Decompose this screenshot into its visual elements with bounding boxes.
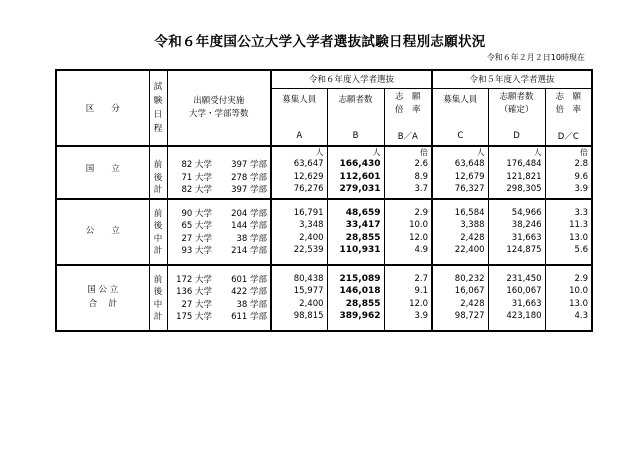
university-count: 136 大学 [176,287,212,298]
r6-capacity: 2,400 [271,298,327,311]
r5-ratio: 3.3 [545,207,592,220]
r6-ratio: 12.0 [409,298,429,309]
r5-capacity: 63,648 [432,158,488,171]
schedule-cell [149,257,167,265]
r5-capacity: 12,679 [432,171,488,184]
r5-applicants: 231,450 [488,273,545,286]
header-r5-boshu: 募集人員 [432,88,488,126]
header-letter-a: A [271,126,327,146]
header-group-r5: 令和５年度入学者選抜 [432,70,592,88]
r6-capacity: 16,791 [271,207,327,220]
r5-applicants: 124,875 [488,244,545,257]
r5-ratio: 2.8 [545,158,592,171]
r5-capacity: 76,327 [432,183,488,196]
faculty-count [215,257,271,265]
header-group-r6: 令和６年度入学者選抜 [271,70,432,88]
unit-label [327,257,384,265]
faculty-count: 611 学部 [215,310,271,323]
faculty-count: 601 学部 [215,273,271,286]
r6-ratio: 9.1 [414,286,429,297]
r6-capacity: 76,276 [271,183,327,196]
r5-applicants: 54,966 [488,207,545,220]
faculty-count: 214 学部 [215,244,271,257]
r5-ratio: 13.0 [545,298,592,311]
r5-applicants: 38,246 [488,219,545,232]
university-count: 82 大学 [181,185,212,196]
r5-applicants: 160,067 [488,285,545,298]
university-count: 65 大学 [181,221,212,232]
r6-applicants: 48,659 [327,207,384,220]
university-count: 27 大学 [181,233,212,244]
section-label: 国 立 [56,146,149,199]
schedule-cell: 後 [149,171,167,184]
r6-ratio: 8.9 [414,171,429,182]
unit-label [271,199,327,207]
faculty-count [215,199,271,207]
table-spacer-row [56,265,592,273]
university-count [167,199,215,207]
schedule-cell: 前 [149,273,167,286]
r5-capacity: 22,400 [432,244,488,257]
r6-ratio: 2.6 [414,159,429,170]
unit-label: 人 [327,146,384,158]
faculty-count: 144 学部 [215,219,271,232]
r5-ratio: 5.6 [545,244,592,257]
r5-capacity: 3,388 [432,219,488,232]
unit-label [327,199,384,207]
r5-ratio: 3.9 [545,183,592,196]
r5-applicants: 31,663 [488,232,545,245]
unit-label [271,257,327,265]
unit-label [545,323,592,331]
r6-capacity: 80,438 [271,273,327,286]
university-count [167,265,215,273]
faculty-count: 397 学部 [215,158,271,171]
unit-label [384,257,432,265]
university-count [167,146,215,158]
r5-ratio: 4.3 [545,310,592,323]
page-title: 令和６年度国公立大学入学者選抜試験日程別志願状況 [154,34,486,50]
schedule-cell [149,199,167,207]
r6-applicants: 28,855 [327,232,384,245]
unit-label: 倍 [545,146,592,158]
r5-ratio: 13.0 [545,232,592,245]
table-spacer-row [56,199,592,207]
header-ratio-ba: B／A [384,126,432,146]
schedule-cell: 前 [149,158,167,171]
university-count: 82 大学 [181,160,212,171]
faculty-count: 422 学部 [215,285,271,298]
r6-applicants: 389,962 [327,310,384,323]
faculty-count: 204 学部 [215,207,271,220]
r6-applicants: 146,018 [327,285,384,298]
schedule-cell [149,265,167,273]
r6-applicants: 110,931 [327,244,384,257]
header-r6-boshu: 募集人員 [271,88,327,126]
r5-capacity: 80,232 [432,273,488,286]
university-count [167,323,215,331]
section-label: 国 公 立 合 計 [56,265,149,331]
r6-applicants: 215,089 [327,273,384,286]
application-status-table [55,69,593,332]
schedule-cell: 前 [149,207,167,220]
unit-label [545,257,592,265]
header-r6-shigansha: 志願者数 [327,88,384,126]
faculty-count [215,323,271,331]
unit-label [488,323,545,331]
r6-capacity: 2,400 [271,232,327,245]
header-letter-b: B [327,126,384,146]
unit-label: 人 [271,146,327,158]
university-count: 93 大学 [181,246,212,257]
r6-applicants: 166,430 [327,158,384,171]
r5-capacity: 2,428 [432,298,488,311]
unit-label [271,265,327,273]
unit-label [432,323,488,331]
r5-applicants: 121,821 [488,171,545,184]
r6-capacity: 98,815 [271,310,327,323]
university-count: 175 大学 [176,312,212,323]
section-label: 公 立 [56,199,149,265]
header-kubun: 区 分 [56,70,149,146]
unit-label: 倍 [384,146,432,158]
header-r6-bairitsu: 志 願 倍 率 [384,88,432,126]
unit-label [545,265,592,273]
header-nittei: 試 験 日 程 [149,70,167,146]
r6-applicants: 279,031 [327,183,384,196]
university-count: 90 大学 [181,208,212,219]
schedule-cell: 計 [149,244,167,257]
unit-label [384,323,432,331]
unit-label: 人 [432,146,488,158]
unit-label [545,199,592,207]
unit-label [432,199,488,207]
r5-applicants: 298,305 [488,183,545,196]
university-count: 27 大学 [181,299,212,310]
r5-capacity: 98,727 [432,310,488,323]
r6-ratio: 12.0 [409,232,429,243]
r6-capacity: 22,539 [271,244,327,257]
university-count: 172 大学 [176,274,212,285]
r6-ratio: 2.9 [414,207,429,218]
unit-label: 人 [488,146,545,158]
schedule-cell: 計 [149,310,167,323]
unit-label [384,199,432,207]
r5-applicants: 423,180 [488,310,545,323]
r5-ratio: 2.9 [545,273,592,286]
r6-capacity: 63,647 [271,158,327,171]
schedule-cell [149,323,167,331]
schedule-cell: 後 [149,285,167,298]
header-letter-c: C [432,126,488,146]
unit-label [327,323,384,331]
r6-ratio: 4.9 [414,245,429,256]
unit-label [271,323,327,331]
r5-ratio: 10.0 [545,285,592,298]
header-shutsugan: 出願受付実施 大学・学部等数 [167,70,271,146]
r5-ratio: 11.3 [545,219,592,232]
table-spacer-row [56,146,592,158]
faculty-count: 38 学部 [215,298,271,311]
r6-ratio: 2.7 [414,273,429,284]
unit-label [384,265,432,273]
unit-label [488,257,545,265]
header-letter-d: D [488,126,545,146]
schedule-cell: 後 [149,219,167,232]
header-r5-bairitsu: 志 願 倍 率 [545,88,592,126]
r5-capacity: 16,584 [432,207,488,220]
unit-label [432,257,488,265]
unit-label [488,199,545,207]
r5-applicants: 176,484 [488,158,545,171]
r6-ratio: 3.9 [414,311,429,322]
faculty-count: 278 学部 [215,171,271,184]
r5-capacity: 2,428 [432,232,488,245]
header-r5-shigansha: 志願者数 （確定） [488,88,545,126]
r6-ratio: 10.0 [409,220,429,231]
r5-applicants: 31,663 [488,298,545,311]
r6-ratio: 3.7 [414,184,429,195]
header-ratio-dc: D／C [545,126,592,146]
r5-ratio: 9.6 [545,171,592,184]
university-count [167,257,215,265]
unit-label [327,265,384,273]
r6-applicants: 28,855 [327,298,384,311]
r6-capacity: 3,348 [271,219,327,232]
faculty-count: 397 学部 [215,183,271,196]
university-count: 71 大学 [181,172,212,183]
faculty-count [215,265,271,273]
schedule-cell [149,146,167,158]
r6-applicants: 33,417 [327,219,384,232]
schedule-cell: 中 [149,298,167,311]
r6-capacity: 15,977 [271,285,327,298]
schedule-cell: 計 [149,183,167,196]
schedule-cell: 中 [149,232,167,245]
r5-capacity: 16,067 [432,285,488,298]
unit-label [432,265,488,273]
faculty-count [215,146,271,158]
r6-capacity: 12,629 [271,171,327,184]
unit-label [488,265,545,273]
r6-applicants: 112,601 [327,171,384,184]
faculty-count: 38 学部 [215,232,271,245]
as-of-date: 令和６年２月２日10時現在 [486,53,585,62]
